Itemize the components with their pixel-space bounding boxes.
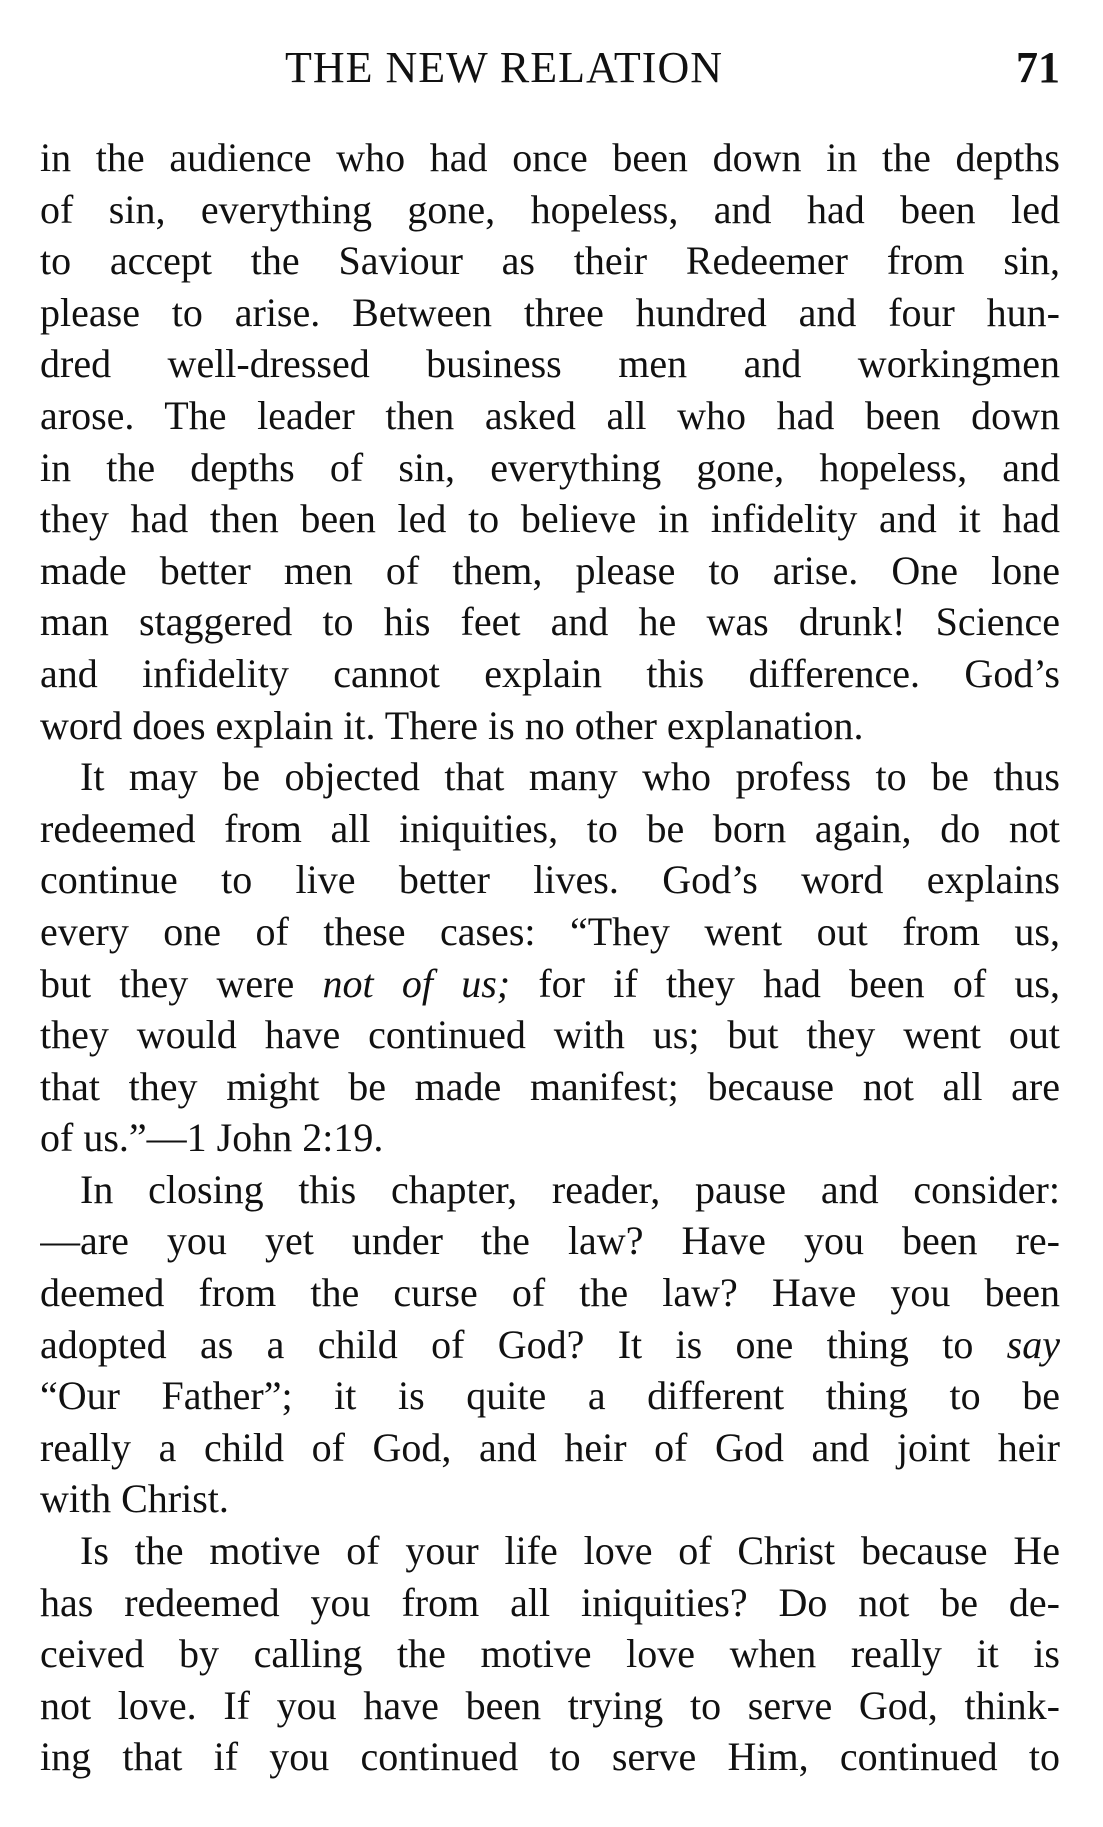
text-line: they had then been led to believe in infidelity and it had xyxy=(40,496,1060,542)
running-head: THE NEW RELATION xyxy=(285,43,723,92)
text-line: of us.”—1 John 2:19. xyxy=(40,1115,384,1161)
text-run: adopted as a child of God? It is one thing to xyxy=(40,1321,1007,1367)
italic-run: not of us; xyxy=(322,960,511,1006)
paragraph-4 xyxy=(40,1525,1060,1783)
text-line: —are you yet under the law? Have you been re- xyxy=(40,1218,1060,1264)
text-line: please to arise. Between three hundred and four hun- xyxy=(40,289,1060,335)
text-line: Is the motive of your life love of Christ because He xyxy=(80,1528,1060,1574)
text-line: has redeemed you from all iniquities? Do not be de- xyxy=(40,1579,1060,1625)
text-run: for if they had been of us, xyxy=(510,960,1060,1006)
text-line: word does explain it. There is no other explanation. xyxy=(40,702,864,748)
text-line: in the audience who had once been down in the depths xyxy=(40,135,1060,180)
page-number: 71 xyxy=(1016,43,1060,92)
text-run: but they were xyxy=(40,960,323,1006)
paragraph-3 xyxy=(40,1164,1060,1525)
text-line: It may be objected that many who profess to be thus xyxy=(80,754,1060,800)
text-line: with Christ. xyxy=(40,1476,229,1522)
text-line: arose. The leader then asked all who had been down xyxy=(40,392,1060,438)
paragraph-2 xyxy=(40,751,1060,1164)
text-line: continue to live better lives. God’s word explains xyxy=(40,857,1060,903)
text-line-with-italic xyxy=(40,1319,1060,1371)
book-page xyxy=(40,0,1060,1827)
text-line: of sin, everything gone, hopeless, and had been led xyxy=(40,186,1060,232)
text-line: in the depths of sin, everything gone, hopeless, and xyxy=(40,444,1060,490)
text-line: and infidelity cannot explain this difference. God’s xyxy=(40,650,1060,696)
text-line: redeemed from all iniquities, to be born again, do not xyxy=(40,805,1060,851)
text-line: not love. If you have been trying to serve God, think- xyxy=(40,1682,1060,1728)
text-line: man staggered to his feet and he was drunk! Science xyxy=(40,599,1060,645)
page-header xyxy=(40,42,1060,102)
text-line: dred well-dressed business men and workingmen xyxy=(40,341,1060,387)
text-line: “Our Father”; it is quite a different thing to be xyxy=(40,1373,1060,1419)
text-line: In closing this chapter, reader, pause and consider: xyxy=(80,1166,1060,1212)
text-line: they would have continued with us; but they went out xyxy=(40,1012,1060,1058)
text-line: that they might be made manifest; because not all are xyxy=(40,1063,1060,1109)
text-line: ceived by calling the motive love when really it is xyxy=(40,1631,1060,1677)
italic-run: say xyxy=(1006,1321,1060,1367)
text-line-with-italic xyxy=(40,958,1060,1010)
text-line: every one of these cases: “They went out from us, xyxy=(40,908,1060,954)
text-line: ing that if you continued to serve Him, continued to xyxy=(40,1734,1060,1780)
text-line: to accept the Saviour as their Redeemer from sin, xyxy=(40,238,1060,284)
text-line: made better men of them, please to arise. One lone xyxy=(40,547,1060,593)
text-line: really a child of God, and heir of God and joint heir xyxy=(40,1424,1060,1470)
page-body xyxy=(40,132,1060,1783)
text-line: deemed from the curse of the law? Have you been xyxy=(40,1270,1060,1316)
paragraph-1 xyxy=(40,132,1060,751)
